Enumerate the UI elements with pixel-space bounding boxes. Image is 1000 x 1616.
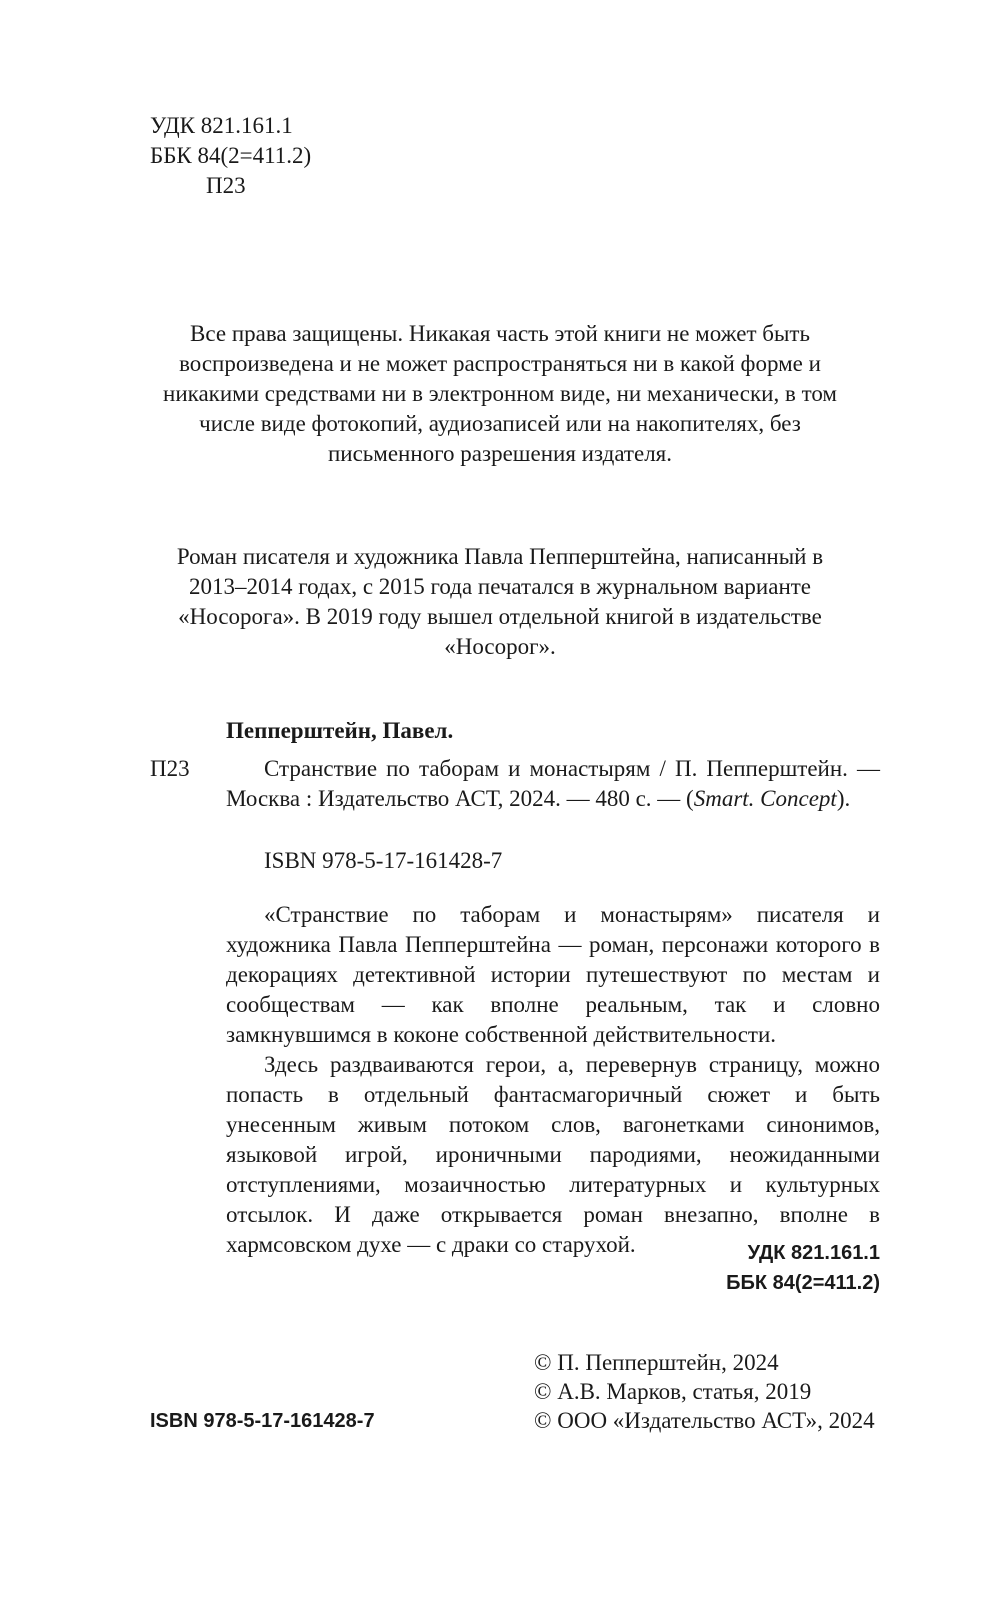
bbk-code: ББК 84(2=411.2) (150, 143, 312, 168)
annotation (226, 900, 880, 1260)
about-novel: Роман писателя и художника Павла Пепперштейна, написанный в 2013–2014 годах, с 2015 года печатался в журнальном варианте «Носорога». В 2019 году вышел отдельной книгой в издательстве «Носорог». (176, 544, 824, 659)
isbn-record: ISBN 978-5-17-161428-7 (264, 848, 503, 873)
author-code-left: П23 (150, 756, 190, 781)
annotation-paragraph: «Странствие по таборам и монастырям» писателя и художника Павла Пепперштейна — роман, персонажи которого в декорациях детективной истории путешествуют по местам и сообществам — как вполне реальным, так и словно замкнувшимся в коконе собственной действительности. (226, 902, 880, 1047)
udk-code-bottom: УДК 821.161.1 (747, 1242, 880, 1264)
bbk-code-bottom: ББК 84(2=411.2) (726, 1272, 880, 1294)
copyright-line: © П. Пепперштейн, 2024 (534, 1350, 779, 1375)
description-end: ). (836, 786, 851, 811)
isbn-bottom: ISBN 978-5-17-161428-7 (150, 1410, 375, 1432)
copyright-line: © А.В. Марков, статья, 2019 (534, 1379, 812, 1404)
udk-code: УДК 821.161.1 (150, 113, 293, 138)
copyright-line: © ООО «Издательство АСТ», 2024 (534, 1408, 875, 1433)
annotation-paragraph: Здесь раздваиваются герои, а, перевернув страницу, можно попасть в отдельный фантасмагоричный сюжет и быть унесенным живым потоком слов, вагонетками синонимов, языковой игрой, ироничными пародиями, неожиданными отступлениями, мозаичностью литературных и культурных отсылок. И даже открывается роман внезапно, вполне в хармсовском духе — с драки со старухой. (226, 1052, 880, 1257)
classification-top (150, 111, 450, 201)
bibliographic-description (226, 754, 880, 814)
series-title: Smart. Concept (693, 786, 837, 811)
description-main: Странствие по таборам и монастырям / П. Пепперштейн. — Москва : Издательство АСТ, 2024. — 480 с. — ( (226, 756, 880, 811)
rights-notice: Все права защищены. Никакая часть этой книги не может быть воспроизведена и не может распространяться ни в какой форме и никакими средствами ни в электронном виде, ни механически, в том числе виде фотокопий, аудиозаписей или на накопителях, без письменного разрешения издателя. (163, 321, 837, 466)
classification-bottom (620, 1238, 880, 1298)
author-code: П23 (206, 173, 246, 198)
author-heading: Пепперштейн, Павел. (226, 718, 454, 743)
copyright-notices (534, 1348, 880, 1435)
